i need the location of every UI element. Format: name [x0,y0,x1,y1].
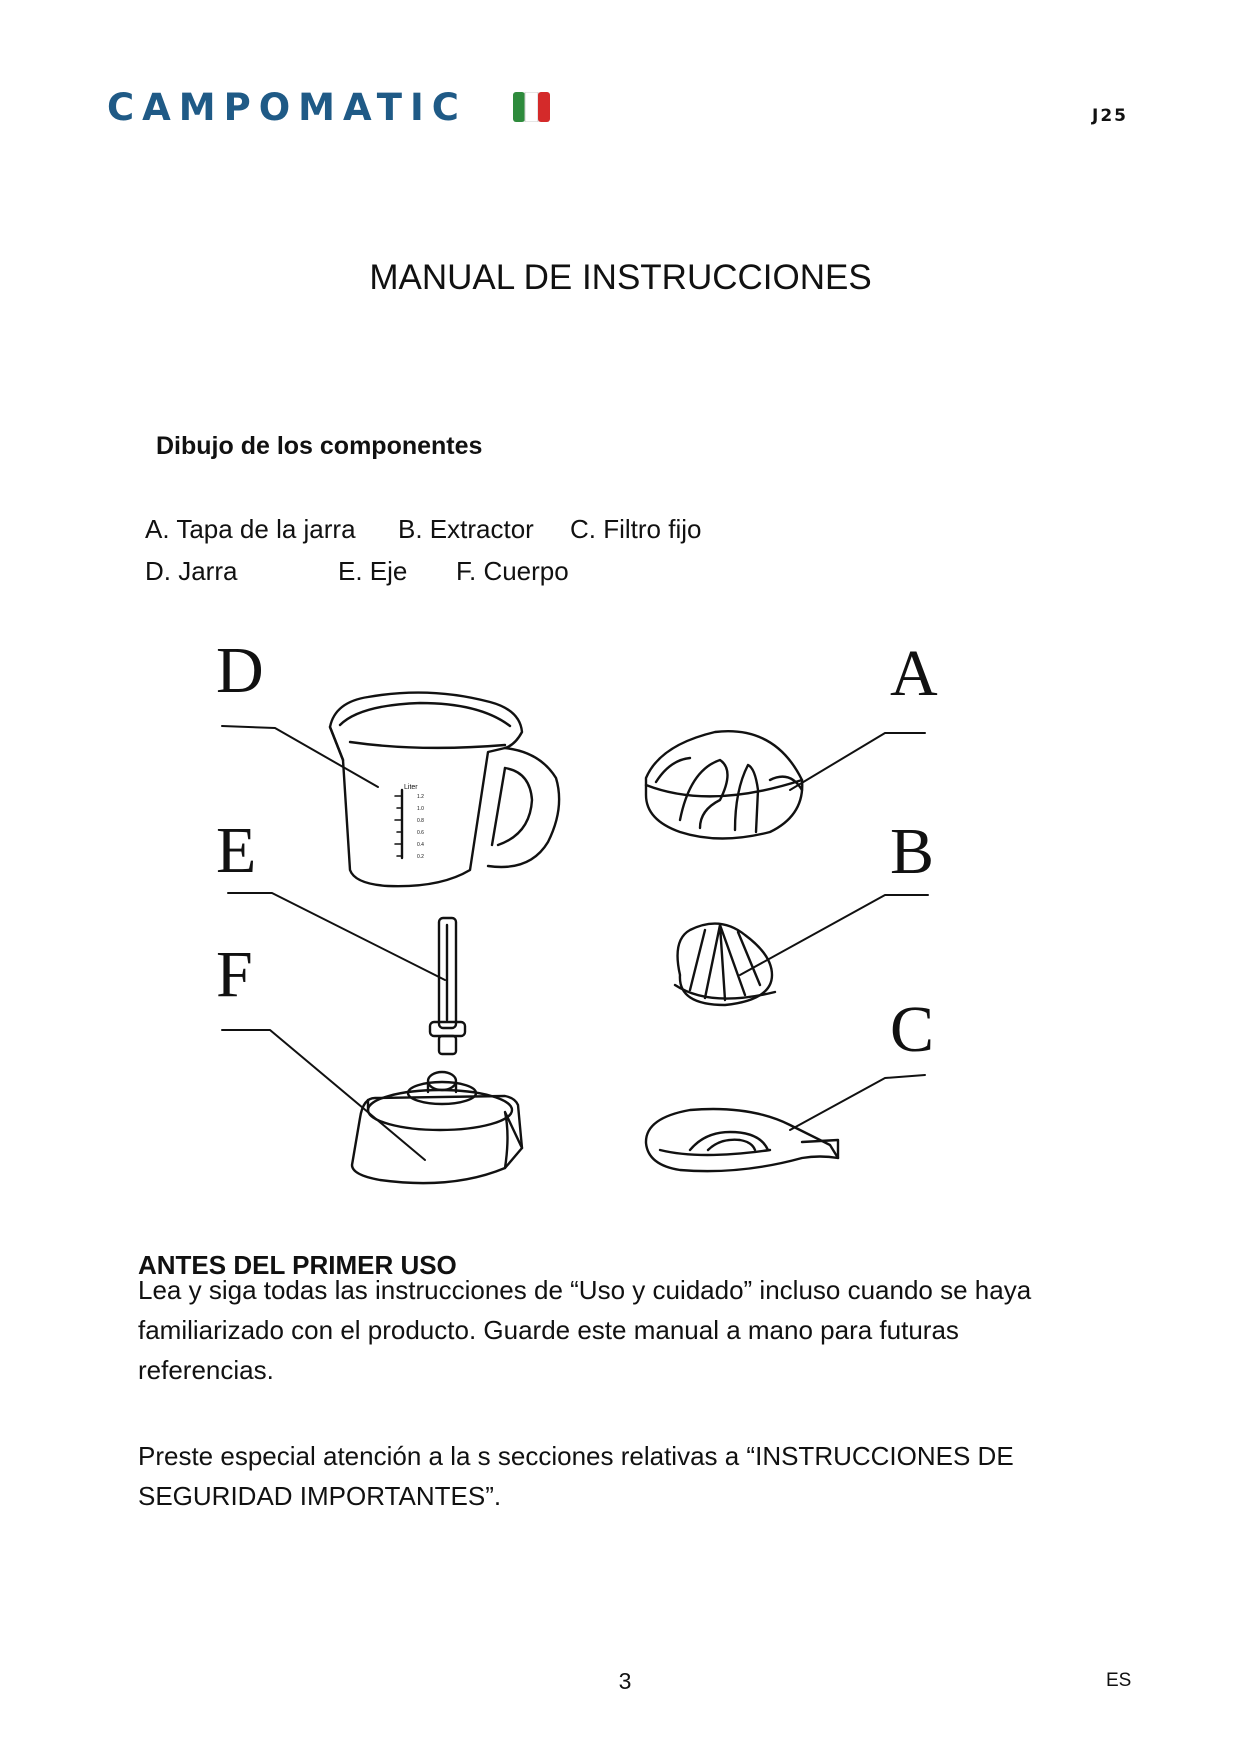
diagram-letter-c: C [890,993,935,1066]
paragraph-line: SEGURIDAD IMPORTANTES”. [138,1481,502,1511]
leader-lines [222,726,928,1160]
safety-notice-paragraph [138,1436,1128,1516]
page-number: 3 [618,1668,632,1694]
jug-illustration [330,693,559,887]
before-first-use-heading: ANTES DEL PRIMER USO [138,1250,457,1280]
italian-flag-icon [513,92,550,122]
paragraph-line: referencias. [138,1355,274,1385]
jug-scale-mark: 0.6 [417,830,424,836]
components-heading: Dibujo de los componentes [156,432,483,460]
legend-item-c: C. Filtro fijo [570,514,702,544]
jug-scale-mark: 0.8 [417,818,424,824]
jug-scale-unit: Liter [404,784,418,791]
language-code: ES [1106,1670,1132,1691]
diagram-letter-e: E [216,814,257,887]
paragraph-line: familiarizado con el producto. Guarde este manual a mano para futuras [138,1315,959,1345]
brand-logo [107,88,557,128]
jug-scale-mark: 1.0 [417,806,424,812]
filter-illustration [646,1109,838,1171]
diagram-letter-d: D [216,634,264,707]
legend-item-f: F. Cuerpo [456,556,569,586]
page-title: MANUAL DE INSTRUCCIONES [369,258,872,297]
paragraph-line: Preste especial atención a la s secciones relativas a “INSTRUCCIONES DE [138,1441,1014,1471]
lid-illustration [646,731,802,838]
legend-item-b: B. Extractor [398,514,534,544]
legend-item-e: E. Eje [338,556,408,586]
components-diagram [190,625,1050,1215]
model-code: J25 [1092,106,1128,126]
body-illustration [352,1072,522,1183]
diagram-letter-b: B [890,815,935,888]
legend-item-a: A. Tapa de la jarra [145,514,356,544]
diagram-letter-a: A [890,637,938,710]
before-first-use-paragraph [138,1270,1128,1390]
brand-logo-text: CAMPOMATIC [107,86,467,129]
jug-scale-mark: 0.2 [417,854,424,860]
jug-scale-mark: 0.4 [417,842,424,848]
paragraph-line: Lea y siga todas las instrucciones de “Uso y cuidado” incluso cuando se haya [138,1275,1032,1305]
diagram-letter-f: F [216,938,253,1011]
legend-item-d: D. Jarra [145,556,238,586]
shaft-illustration [430,918,465,1054]
jug-scale-mark: 1.2 [417,794,424,800]
